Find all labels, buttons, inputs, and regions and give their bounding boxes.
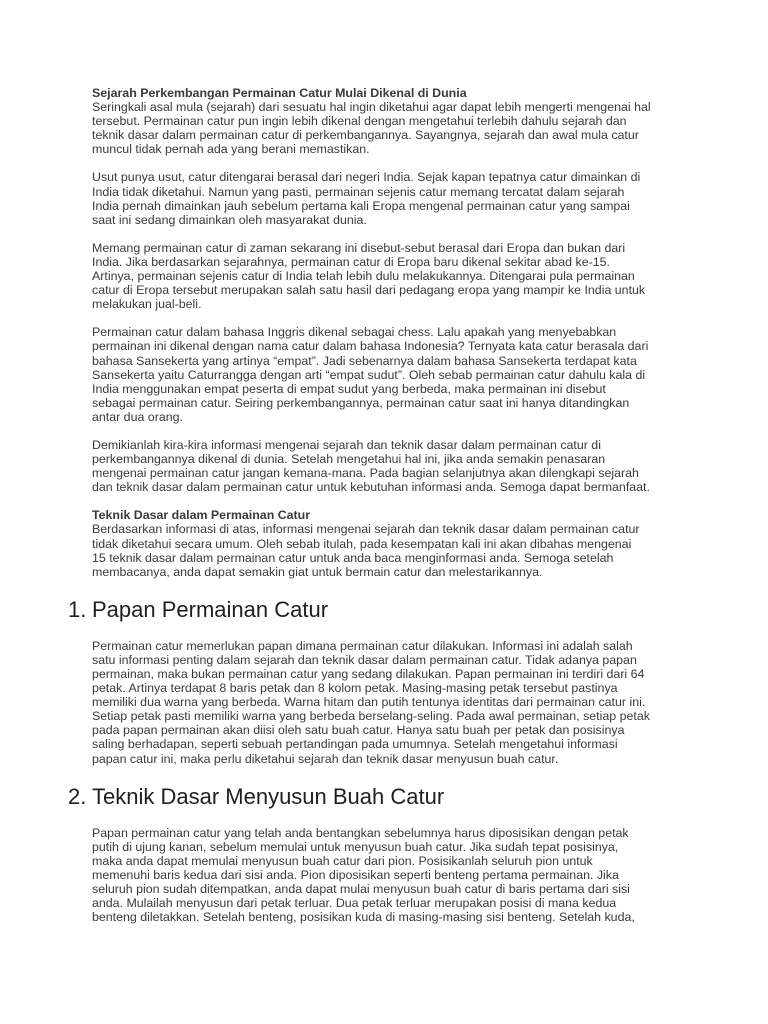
text-line: Memang permainan catur di zaman sekarang ini disebut-sebut berasal dari Eropa dan bukan dari [92, 240, 626, 255]
text-line: mengenai permainan catur jangan kemana-mana. Pada bagian selanjutnya akan dilengkapi sejarah [92, 466, 639, 481]
text-line: maka anda dapat memulai menyusun buah catur dari pion. Posisikanlah seluruh pion untuk [92, 853, 593, 868]
text-line: Berdasarkan informasi di atas, informasi mengenai sejarah dan teknik dasar dalam permainan catur [92, 522, 640, 537]
section-2-heading [68, 784, 664, 810]
text-line: tersebut. Permainan catur pun ingin lebih dikenal dengan mengetahui terlebih dahulu sejarah dan [92, 114, 627, 129]
section-2-paragraph [92, 826, 688, 925]
text-line: melakukan jual-beli. [92, 297, 202, 312]
intro-title: Sejarah Perkembangan Permainan Catur Mulai Dikenal di Dunia [92, 86, 467, 100]
text-line: India tidak diketahui. Namun yang pasti, permainan sejenis catur memang tercatat dalam sejarah [92, 184, 625, 199]
text-line: tidak diketahui secara umum. Oleh sebab itulah, pada kesempatan kali ini akan dibahas mengenai [92, 536, 632, 551]
section-2-number: 2. [68, 783, 87, 809]
intro-paragraph-5 [92, 438, 688, 494]
text-line: muncul tidak pernah ada yang berani memastikan. [92, 142, 370, 157]
text-line: saat ini sedang dimainkan oleh masyarakat dunia. [92, 212, 367, 227]
text-line: papan catur ini, maka perlu diketahui sejarah dan teknik dasar menyusun buah catur. [92, 751, 559, 766]
intro-paragraph-4 [92, 325, 688, 424]
text-line: memenuhi baris kedua dari sisi anda. Pion diposisikan seperti benteng pertama permainan. Jika [92, 867, 619, 882]
text-line: India. Jika berdasarkan sejarahnya, permainan catur di Eropa baru dikenal sekitar abad ke-15. [92, 254, 610, 269]
text-line: catur di Eropa tersebut merupakan salah satu hasil dari pedagang eropa yang mampir ke India untuk [92, 283, 646, 298]
intro-paragraph-2 [92, 170, 688, 226]
text-line: Usut punya usut, catur ditengarai berasal dari negeri India. Sejak kapan tepatnya catur dimainkan di [92, 170, 641, 185]
text-line: pada papan permainan akan diisi oleh satu buah catur. Hanya satu buah per petak dan posisinya [92, 723, 625, 738]
text-line: anda. Mulailah menyusun dari petak terluar. Dua petak terluar merupakan posisi di mana kedua [92, 896, 617, 911]
text-line: saling berhadapan, seperti sebuah pertandingan pada umumnya. Setelah mengetahui informasi [92, 737, 618, 752]
text-line: seluruh pion sudah ditempatkan, anda dapat mulai menyusun buah catur di baris pertama dari sisi [92, 882, 630, 897]
text-line: perkembangannya dikenal di dunia. Setelah mengetahui hal ini, jika anda semakin penasaran [92, 452, 606, 467]
text-line: satu informasi penting dalam sejarah dan teknik dasar dalam permainan catur. Tidak adanya papan [92, 652, 637, 667]
text-line: membacanya, anda dapat semakin giat untuk bermain catur dan melestarikannya. [92, 564, 543, 579]
text-line: India menggunakan empat peserta di empat sudut yang berbeda, maka permainan ini disebut [92, 381, 606, 396]
text-line: permainan, maka bukan permainan catur yang sedang dilakukan. Papan permainan ini terdiri dari 64 [92, 667, 645, 681]
text-line: Sansekerta yaitu Caturrangga dengan arti “empat sudut”. Oleh sebab permainan catur dahulu kala di [92, 367, 646, 382]
intro-paragraph-1 [92, 100, 688, 156]
text-line: permainan ini dikenal dengan nama catur dalam bahasa Indonesia? Ternyata kata catur berasala dari [92, 339, 649, 354]
text-line: Artinya, permainan sejenis catur di India telah lebih dulu melakukannya. Ditengarai pula permainan [92, 269, 635, 284]
text-line: putih di ujung kanan, sebelum memulai untuk menyusun buah catur. Jika sudah tepat posisinya, [92, 839, 619, 854]
text-line: India pernah dimainkan jauh sebelum pertama kali Eropa mengenal permainan catur yang sampai [92, 198, 630, 213]
text-line: dan teknik dasar dalam permainan catur untuk kebutuhan informasi anda. Semoga dapat bermanfaat. [92, 480, 650, 495]
text-line: Permainan catur dalam bahasa Inggris dikenal sebagai chess. Lalu apakah yang menyebabkan [92, 325, 617, 340]
section-1-number: 1. [68, 596, 87, 622]
text-line: benteng diletakkan. Setelah benteng, posisikan kuda di masing-masing sisi benteng. Setelah kuda, [92, 910, 635, 925]
section-2-heading-text: Teknik Dasar Menyusun Buah Catur [92, 783, 445, 809]
teknik-section [92, 508, 688, 578]
teknik-title: Teknik Dasar dalam Permainan Catur [92, 508, 311, 523]
intro-paragraph-3 [92, 241, 688, 311]
section-1-heading [68, 597, 664, 623]
text-line: bahasa Sansekerta yang artinya “empat”. Jadi sebenarnya dalam bahasa Sansekerta terdapat kata [92, 353, 637, 368]
intro-section [92, 86, 688, 156]
text-line: Papan permainan catur yang telah anda bentangkan sebelumnya harus diposisikan dengan petak [92, 825, 629, 840]
text-line: Seringkali asal mula (sejarah) dari sesuatu hal ingin diketahui agar dapat lebih mengerti mengenai hal [92, 100, 651, 115]
section-1-heading-text: Papan Permainan Catur [92, 596, 329, 622]
text-line: antar dua orang. [92, 409, 183, 424]
text-line: 15 teknik dasar dalam permainan catur untuk anda baca menginformasi anda. Semoga setelah [92, 550, 614, 565]
text-line: Setiap petak pasti memiliki warna yang berbeda berselang-seling. Pada awal permainan, setiap petak [92, 709, 650, 724]
text-line: sebagai permainan catur. Seiring perkembangannya, permainan catur saat ini hanya ditandingkan [92, 395, 630, 410]
text-line: Permainan catur memerlukan papan dimana permainan catur dilakukan. Informasi ini adalah salah [92, 638, 633, 653]
document-body [68, 86, 688, 938]
text-line: petak. Artinya terdapat 8 baris petak dan 8 kolom petak. Masing-masing petak tersebut pastinya [92, 681, 618, 696]
text-line: teknik dasar dalam permainan catur di perkembangannya. Sayangnya, sejarah dan awal mula catur [92, 128, 639, 143]
teknik-paragraph [92, 522, 688, 578]
section-1-paragraph [92, 639, 688, 766]
text-line: memiliki dua warna yang berbeda. Warna hitam dan putih tentunya identitas dari permainan catur ini. [92, 695, 646, 710]
text-line: Demikianlah kira-kira informasi mengenai sejarah dan teknik dasar dalam permainan catur di [92, 437, 601, 452]
